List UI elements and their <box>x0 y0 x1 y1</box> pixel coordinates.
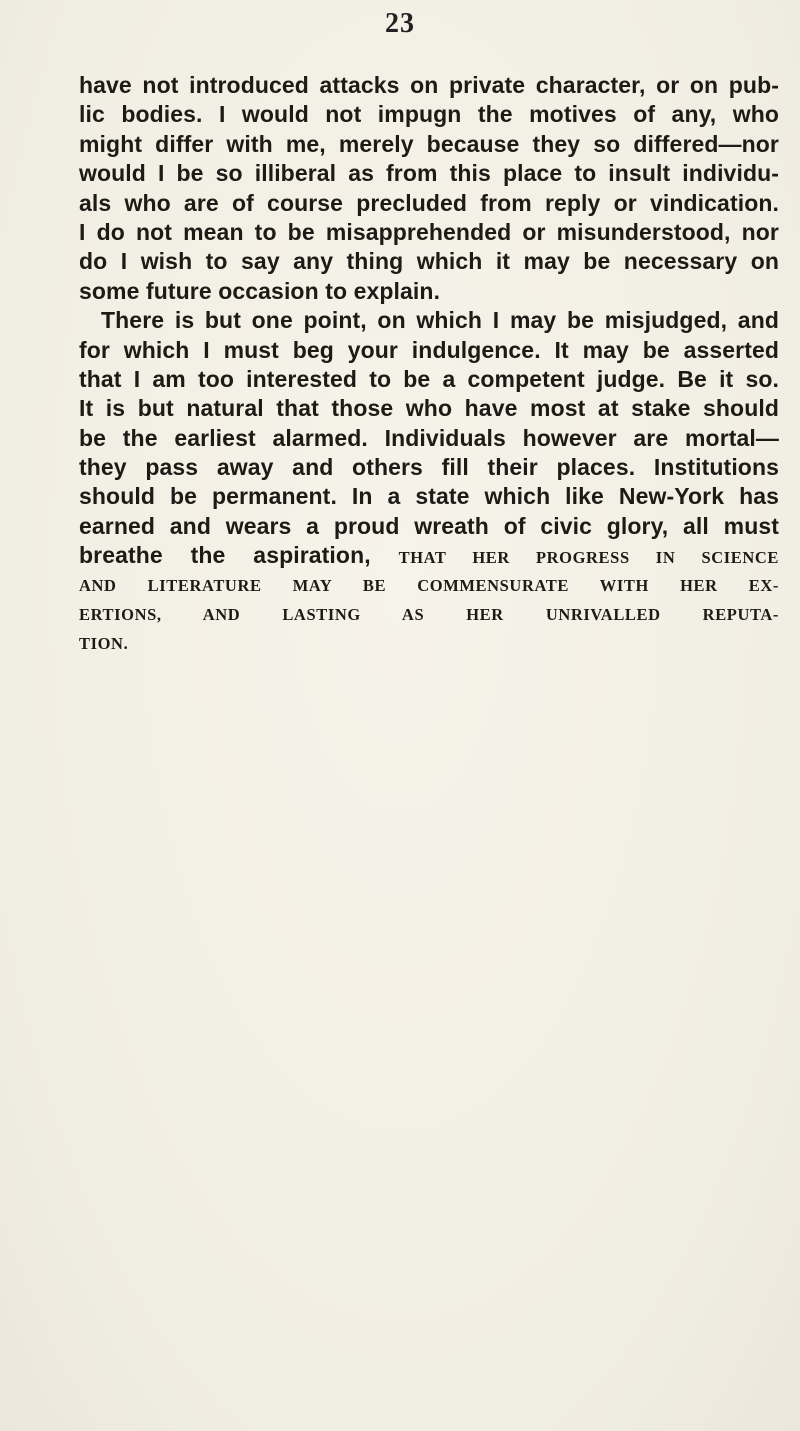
text-line: lic bodies. I would not impugn the motives of any, who <box>79 101 779 128</box>
text-line-mixed <box>79 541 779 570</box>
page-number: 23 <box>385 8 415 39</box>
text-line: There is but one point, on which I may be misjudged, and <box>101 307 779 334</box>
small-caps-line: ERTIONS, AND LASTING AS HER UNRIVALLED REPUTA- <box>79 605 779 625</box>
body-text <box>79 71 779 659</box>
text-line-prefix: breathe the aspiration, <box>79 542 371 569</box>
text-line: might differ with me, merely because they so differed—nor <box>79 130 779 157</box>
text-line: earned and wears a proud wreath of civic glory, all must <box>79 512 779 539</box>
text-line: they pass away and others fill their places. Institutions <box>79 454 779 481</box>
small-caps-text: THAT HER PROGRESS IN SCIENCE <box>398 548 779 568</box>
text-line: would I be so illiberal as from this place to insult individu- <box>79 160 779 187</box>
text-line: It is but natural that those who have most at stake should <box>79 395 779 422</box>
text-line: should be permanent. In a state which like New-York has <box>79 483 779 510</box>
text-line: be the earliest alarmed. Individuals however are mortal— <box>79 424 779 451</box>
small-caps-line: AND LITERATURE MAY BE COMMENSURATE WITH HER EX- <box>79 575 779 595</box>
text-line: do I wish to say any thing which it may be necessary on <box>79 248 779 275</box>
small-caps-line: TION. <box>79 634 129 654</box>
text-line: for which I must beg your indulgence. It may be asserted <box>79 336 779 363</box>
text-line: some future occasion to explain. <box>79 277 441 304</box>
text-line: have not introduced attacks on private character, or on pub- <box>79 72 779 98</box>
text-line: als who are of course precluded from reply or vindication. <box>79 189 779 216</box>
text-line: I do not mean to be misapprehended or misunderstood, nor <box>79 218 779 245</box>
text-line: that I am too interested to be a competent judge. Be it so. <box>79 365 779 392</box>
